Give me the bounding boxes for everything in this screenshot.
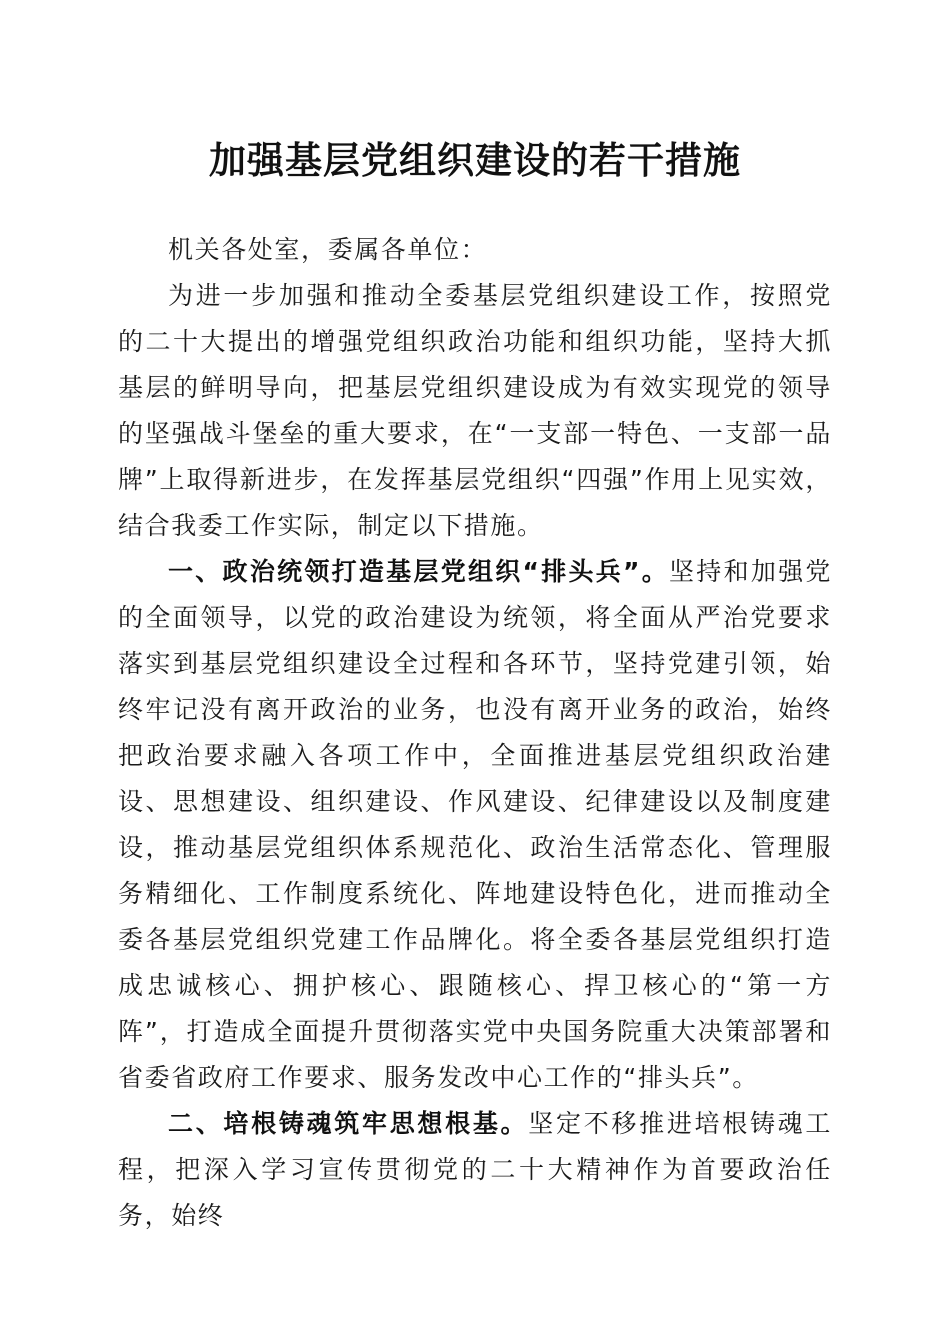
intro-paragraph: 为进一步加强和推动全委基层党组织建设工作，按照党的二十大提出的增强党组织政治功能和组织功能，坚持大抓基层的鲜明导向，把基层党组织建设成为有效实现党的领导的坚强战斗堡垒的重大要求，在“一支部一特色、一支部一品牌”上取得新进步，在发挥基层党组织“四强”作用上见实效，结合我委工作实际，制定以下措施。 [118, 281, 832, 540]
section-heading-2: 二、培根铸魂筑牢思想根基。 [168, 1109, 529, 1138]
section-text-1: 坚持和加强党的全面领导，以党的政治建设为统领，将全面从严治党要求落实到基层党组织建设全过程和各环节，坚持党建引领，始终牢记没有离开政治的业务，也没有离开业务的政治，始终把政治要求融入各项工作中，全面推进基层党组织政治建设、思想建设、组织建设、作风建设、纪律建设以及制度建设，推动基层党组织体系规范化、政治生活常态化、管理服务精细化、工作制度系统化、阵地建设特色化，进而推动全委各基层党组织党建工作品牌化。将全委各基层党组织打造成忠诚核心、拥护核心、跟随核心、捍卫核心的“第一方阵”，打造成全面提升贯彻落实党中央国务院重大决策部署和省委省政府工作要求、服务发改中心工作的“排头兵”。 [118, 557, 832, 1092]
section-text-2: 坚定不移推进培根铸魂工程，把深入学习宣传贯彻党的二十大精神作为首要政治任务，始终 [118, 1109, 832, 1230]
document-title: 加强基层党组织建设的若干措施 [209, 138, 741, 182]
salutation: 机关各处室，委属各单位： [168, 235, 488, 264]
document-body [118, 227, 832, 1239]
section-paragraph-1 [118, 549, 832, 1101]
section-paragraph-2 [118, 1101, 832, 1239]
section-heading-1: 一、政治统领打造基层党组织“排头兵”。 [168, 557, 670, 586]
